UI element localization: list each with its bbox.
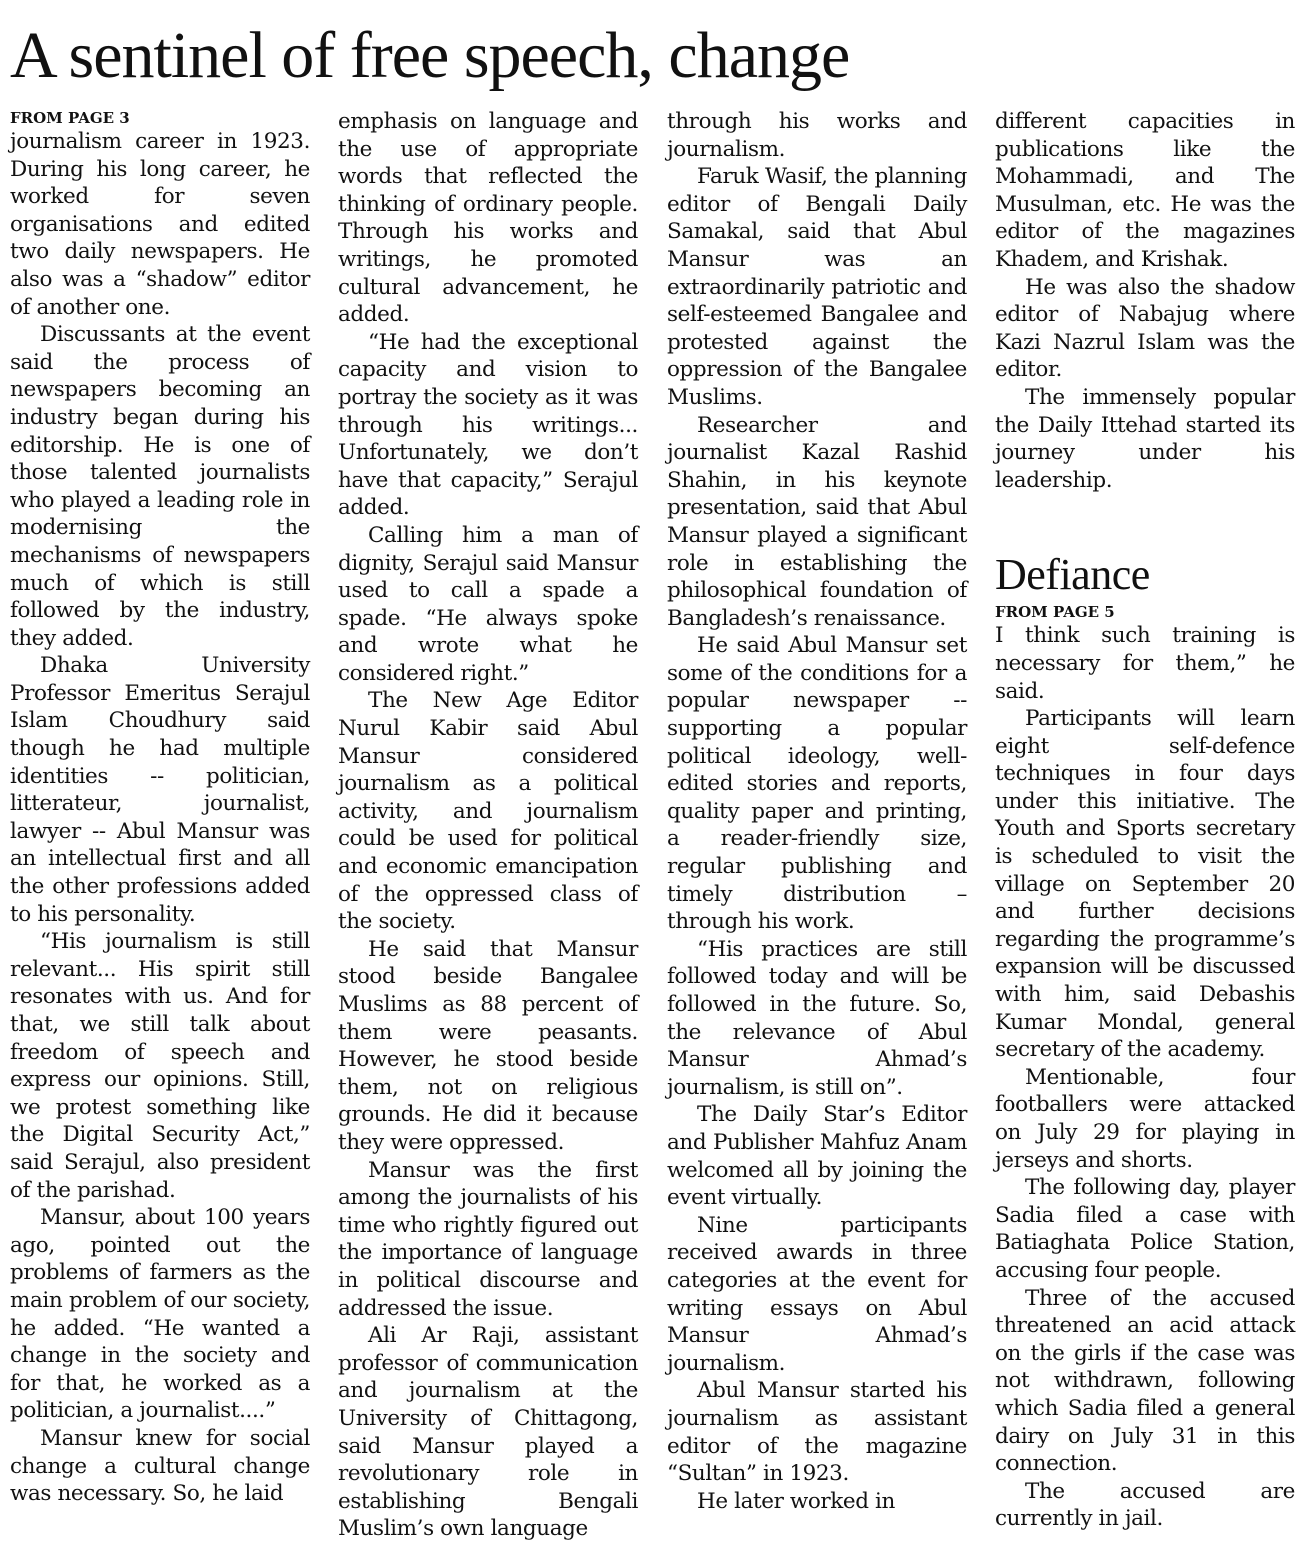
defiance-headline: Defiance bbox=[995, 550, 1150, 600]
paragraph: “His practices are still followed today and will be followed in the future. So, the relevance of Abul Mansur Ahmad’s journalism, is still on”. bbox=[667, 936, 967, 1100]
paragraph: Faruk Wasif, the planning editor of Bengali Daily Samakal, said that Abul Mansur was an extraordinarily patriotic and self-esteemed Bangalee and protested against the oppression of the Bangalee Muslims. bbox=[667, 164, 967, 410]
paragraph: He said that Mansur stood beside Bangalee Muslims as 88 percent of them were peasants. However, he stood beside them, not on religious grounds. He did it because they were oppressed. bbox=[338, 936, 638, 1155]
paragraph: The immensely popular the Daily Ittehad started its journey under his leadership. bbox=[995, 384, 1295, 493]
paragraph: Abul Mansur started his journalism as assistant editor of the magazine “Sultan” in 1923. bbox=[667, 1378, 967, 1487]
paragraph: Mansur knew for social change a cultural change was necessary. So, he laid bbox=[10, 1425, 310, 1507]
paragraph: The Daily Star’s Editor and Publisher Mahfuz Anam welcomed all by joining the event virtually. bbox=[667, 1102, 967, 1211]
column-3 bbox=[667, 108, 967, 1515]
paragraph: The accused are currently in jail. bbox=[995, 1478, 1295, 1532]
column-4 bbox=[995, 108, 1295, 1533]
column-1 bbox=[10, 108, 310, 1508]
paragraph: Mansur was the first among the journalists of his time who rightly figured out the importance of language in political discourse and addressed the issue. bbox=[338, 1157, 638, 1321]
jump-line: FROM PAGE 3 bbox=[10, 109, 130, 127]
paragraph: The New Age Editor Nurul Kabir said Abul Mansur considered journalism as a political activity, and journalism could be used for political and economic emancipation of the oppressed class of the society. bbox=[338, 688, 638, 935]
paragraph: through his works and journalism. bbox=[667, 109, 967, 162]
paragraph: journalism career in 1923. During his long career, he worked for seven organisations and edited two daily newspapers. He also was a “shadow” editor of another one. bbox=[10, 129, 310, 320]
paragraph: “He had the exceptional capacity and vision to portray the society as it was through his writings... Unfortunately, we don’t have that capacity,” Serajul added. bbox=[338, 329, 638, 521]
paragraph: Participants will learn eight self-defence techniques in four days under this initiative. The Youth and Sports secretary is scheduled to visit the village on September 20 and further decisions regarding the programme’s expansion will be discussed with him, said Debashis Kumar Mondal, general secretary of the academy. bbox=[995, 706, 1295, 1063]
paragraph: different capacities in publications like the Mohammadi, and The Musulman, etc. He was the editor of the magazines Khadem, and Krishak. bbox=[995, 109, 1295, 272]
paragraph: emphasis on language and the use of appropriate words that reflected the thinking of ordinary people. Through his works and writings, he promoted cultural advancement, he added. bbox=[338, 109, 638, 328]
paragraph: He said Abul Mansur set some of the conditions for a popular newspaper -- supporting a popular political ideology, well-edited stories and reports, quality paper and printing, a reader-friendly size, regular publishing and timely distribution – through his work. bbox=[667, 633, 967, 935]
paragraph: Three of the accused threatened an acid attack on the girls if the case was not withdrawn, following which Sadia filed a general dairy on July 31 in this connection. bbox=[995, 1285, 1295, 1477]
paragraph: Mentionable, four footballers were attacked on July 29 for playing in jerseys and shorts. bbox=[995, 1064, 1295, 1173]
paragraph: Calling him a man of dignity, Serajul said Mansur used to call a spade a spade. “He always spoke and wrote what he considered right.” bbox=[338, 522, 638, 686]
paragraph: Discussants at the event said the process of newspapers becoming an industry began during his editorship. He is one of those talented journalists who played a leading role in modernising the mechanisms of newspapers much of which is still followed by the industry, they added. bbox=[10, 322, 310, 651]
paragraph: Nine participants received awards in three categories at the event for writing essays on Abul Mansur Ahmad’s journalism. bbox=[667, 1212, 967, 1376]
paragraph: Dhaka University Professor Emeritus Serajul Islam Choudhury said though he had multiple identities -- politician, litterateur, journalist, lawyer -- Abul Mansur was an intellectual first and all the other professions added to his personality. bbox=[10, 653, 310, 927]
paragraph: Researcher and journalist Kazal Rashid Shahin, in his keynote presentation, said that Abul Mansur played a significant role in establishing the philosophical foundation of Bangladesh’s renaissance. bbox=[667, 412, 967, 631]
paragraph: He later worked in bbox=[697, 1488, 895, 1514]
paragraph: The following day, player Sadia filed a case with Batiaghata Police Station, accusing four people. bbox=[995, 1175, 1295, 1283]
jump-line: FROM PAGE 5 bbox=[995, 603, 1115, 622]
paragraph: He was also the shadow editor of Nabajug where Kazi Nazrul Islam was the editor. bbox=[995, 274, 1295, 383]
headline: A sentinel of free speech, change bbox=[10, 19, 850, 92]
column-2 bbox=[338, 108, 638, 1543]
paragraph: I think such training is necessary for them,” he said. bbox=[995, 623, 1295, 704]
paragraph: Mansur, about 100 years ago, pointed out the problems of farmers as the main problem of our society, he added. “He wanted a change in the society and for that, he worked as a politician, a journalist....” bbox=[10, 1205, 310, 1424]
paragraph: “His journalism is still relevant... His spirit still resonates with us. And for that, we still talk about freedom of speech and express our opinions. Still, we protest something like the Digital Security Act,” said Serajul, also president of the parishad. bbox=[10, 929, 310, 1203]
paragraph: Ali Ar Raji, assistant professor of communication and journalism at the University of Chittagong, said Mansur played a revolutionary role in establishing Bengali Muslim’s own language bbox=[338, 1323, 638, 1542]
